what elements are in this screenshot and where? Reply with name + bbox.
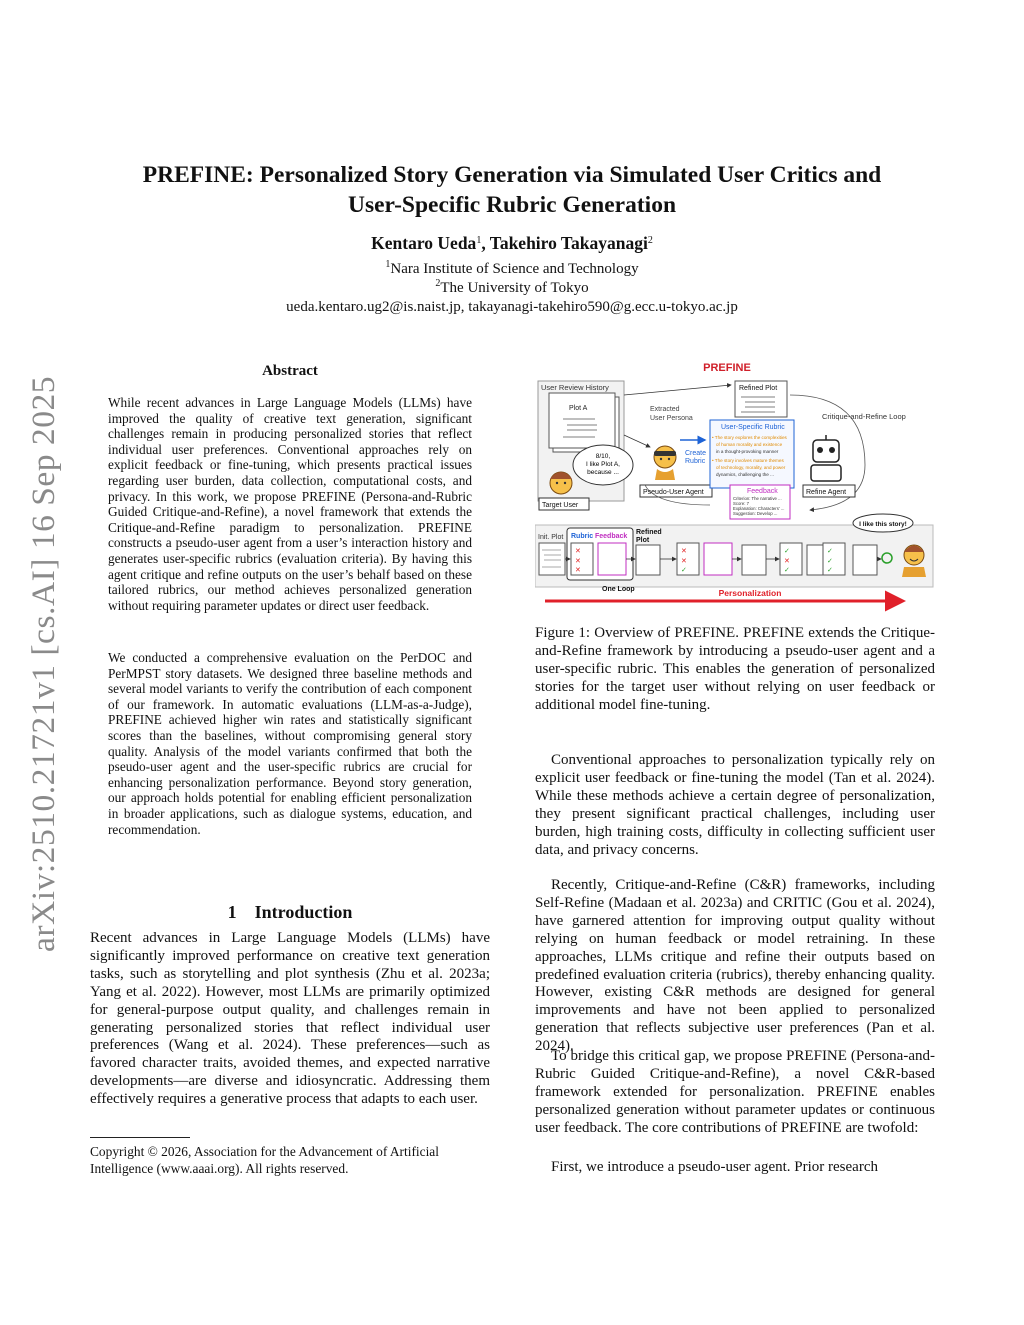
pseudo-user-agent-icon bbox=[654, 446, 676, 480]
figure-1-overview bbox=[535, 355, 935, 615]
figure-1-caption: Figure 1: Overview of PREFINE. PREFINE extends the Critique-and-Refine framework by introducing a pseudo-user agent and a user-specific rubric. This enables the generation of personalized stories for the target user without relying on user feedback or additional model fine-tuning. bbox=[535, 625, 935, 713]
target-user-icon bbox=[550, 472, 572, 494]
svg-text:✕: ✕ bbox=[575, 567, 581, 574]
paper-title: PREFINE: Personalized Story Generation via Simulated User Critics and User-Specific Rubric Generation bbox=[142, 162, 882, 218]
feedback-word: Feedback bbox=[595, 533, 628, 540]
iteration-cards bbox=[571, 543, 892, 575]
personalization-label: Personalization bbox=[718, 588, 782, 598]
create-rubric-1: Create bbox=[685, 450, 707, 457]
intro-paragraph-1: Recent advances in Large Language Models (LLMs) have significantly improved performance on creative text generation tasks, such as storytelling and plot synthesis (Zhu et al. 2023a; Yang et al. 2022). However, most LLMs are primarily optimized for general-purpose output quality, and challenges remain in generating personalized stories that reflect individual user preferences (Wang et al. 2024). These preferences—such as favored character traits, avoided themes, and expected narrative developments—are diverse and idiosyncratic. Addressing them effectively requires a generative process that adapts to each user. bbox=[90, 930, 490, 1108]
init-plot-label: Init. Plot bbox=[538, 534, 564, 541]
happy-bubble-text: I like this story! bbox=[859, 521, 907, 528]
feedback-line-1: Criterion: The narrative ... bbox=[733, 496, 782, 501]
rubric-word: Rubric bbox=[571, 533, 594, 540]
abstract-paragraph-2: We conducted a comprehensive evaluation on the PerDOC and PerMPST story datasets. We designed three baseline methods and several model variants to verify the contribution of each component of our framework. In automatic evaluations (LLM-as-a-Judge), PREFINE achieved higher win rates and statistically significant scores than the baselines, without compromising general story quality. Analysis of the model variants confirmed that both the pseudo-user agent and the user-specific rubrics are crucial for enhancing personalization performance. Beyond story generation, our approach holds potential for enabling efficient personalization in broader applications, such as dialogue systems, education, and recommendation. bbox=[108, 650, 472, 837]
plot-a-label: Plot A bbox=[569, 405, 588, 412]
rubric-line-6: dynamics, challenging the ... bbox=[716, 472, 774, 477]
svg-text:✕: ✕ bbox=[575, 548, 581, 555]
svg-text:✓: ✓ bbox=[784, 567, 790, 574]
affiliation-1: $^1$Nara Institute of Science and Technology bbox=[385, 259, 639, 277]
author-emails: ueda.kentaro.ug2@is.naist.jp, takayanagi-takehiro590@g.ecc.u-tokyo.ac.jp bbox=[286, 299, 738, 315]
svg-text:✕: ✕ bbox=[784, 558, 790, 565]
prefine-label: PREFINE bbox=[703, 362, 751, 374]
feedback-title: Feedback bbox=[747, 488, 778, 495]
abstract-paragraph-1: While recent advances in Large Language Models (LLMs) have improved the quality of creative text generation, significant challenges remain in producing personalized stories that reflect individual user preferences. Conventional approaches rely on explicit feedback or fine-tuning, which presents practical issues regarding user burden, data collection, computational costs, and privacy. In this work, we propose PREFINE (Persona-and-Rubric Guided Critique-and-Refine), a novel framework that extends the Critique-and-Refine paradigm to personalization. PREFINE constructs a pseudo-user agent from a user’s interaction history and generates user-specific rubrics (evaluation criteria). By having this agent critique and refine outputs on the user’s behalf based on these tailored rubrics, our method achieves personalized generation without requiring parameter updates or direct user feedback. bbox=[108, 395, 472, 613]
section-heading-introduction: 1 Introduction bbox=[227, 902, 353, 922]
svg-text:✓: ✓ bbox=[827, 567, 833, 574]
refine-agent-icon bbox=[811, 435, 841, 481]
rubric-line-1: • The story explores the complexities bbox=[712, 435, 787, 440]
svg-text:✕: ✕ bbox=[575, 558, 581, 565]
footnote-rule bbox=[90, 1137, 190, 1138]
right-paragraph-2: Recently, Critique-and-Refine (C&R) frameworks, including Self-Refine (Madaan et al. 2023a) and CRITIC (Gou et al. 2024), have garnered attention for improving output quality without relying on human feedback or model retraining. In these approaches, LLMs critique and refine their outputs based on predefined evaluation criteria (rubrics), thereby enhancing quality. However, existing C&R methods are designed for general improvements and have not been applied to personalized generation that reflects subjective user preferences (Pan et al. 2024). bbox=[535, 877, 935, 1055]
one-loop-label: One Loop bbox=[602, 586, 635, 593]
svg-text:✕: ✕ bbox=[681, 558, 687, 565]
feedback-line-2: Score: 7 bbox=[733, 501, 750, 506]
abstract-heading: Abstract bbox=[262, 363, 318, 379]
svg-text:✕: ✕ bbox=[681, 548, 687, 555]
extracted-label-1: Extracted bbox=[650, 406, 680, 413]
feedback-line-3: Explanation: Characters' ... bbox=[733, 506, 785, 511]
rubric-line-4: • The story involves mature themes bbox=[712, 458, 784, 463]
happy-user-icon bbox=[902, 545, 926, 577]
extracted-label-2: User Persona bbox=[650, 415, 693, 422]
rubric-line-3: in a thought-provoking manner bbox=[716, 449, 779, 454]
rubric-line-2: of human morality and existence bbox=[716, 442, 783, 447]
refine-agent-label: Refine Agent bbox=[806, 489, 847, 496]
arxiv-watermark bbox=[14, 374, 66, 954]
review-history-title: User Review History bbox=[541, 383, 609, 392]
svg-text:✓: ✓ bbox=[784, 548, 790, 555]
pseudo-user-agent-label: Pseudo-User Agent bbox=[643, 489, 704, 496]
rubric-title: User-Specific Rubric bbox=[721, 424, 785, 431]
bubble-text-2: I like Plot A, bbox=[586, 461, 620, 468]
author-list: Kentaro Ueda$^1$, Takehiro Takayanagi$^2$ bbox=[371, 233, 653, 253]
right-paragraph-1: Conventional approaches to personalization typically rely on explicit user feedback or fine-tuning the model (Tan et al. 2024). While these methods achieve a certain degree of personalization, they present significant practical challenges, including user burden, high training costs, difficulty in collecting sufficient user data, and privacy concerns. bbox=[535, 752, 935, 858]
copyright-footnote: Copyright © 2026, Association for the Advancement of Artificial Intelligence (www.aaai.org). All rights reserved. bbox=[90, 1144, 439, 1176]
bubble-text-1: 8/10, bbox=[595, 453, 611, 460]
refined-plot-2a: Refined bbox=[636, 529, 662, 536]
arxiv-id: arXiv:2510.21721v1 [cs.AI] 16 Sep 2025 bbox=[26, 384, 62, 952]
create-rubric-2: Rubric bbox=[685, 458, 706, 465]
right-paragraph-3: To bridge this critical gap, we propose PREFINE (Persona-and-Rubric Guided Critique-and-Refine), a novel C&R-based framework extended for personalization. PREFINE enables personalized generation without parameter updates or continuous user feedback. The core contributions of PREFINE are twofold: bbox=[535, 1048, 935, 1136]
affiliation-2: $^2$The University of Tokyo bbox=[435, 278, 589, 296]
bubble-text-3: because ... bbox=[587, 469, 619, 476]
svg-text:✓: ✓ bbox=[827, 558, 833, 565]
right-paragraph-4: First, we introduce a pseudo-user agent. Prior research bbox=[551, 1159, 878, 1175]
refined-plot-2b: Plot bbox=[636, 537, 650, 544]
svg-text:✓: ✓ bbox=[827, 548, 833, 555]
feedback-line-4: Suggestion: Develop ... bbox=[733, 511, 778, 516]
svg-text:✓: ✓ bbox=[681, 567, 687, 574]
target-user-label: Target User bbox=[542, 502, 579, 509]
refined-plot-label: Refined Plot bbox=[739, 385, 778, 392]
rubric-line-5: of technology, morality, and power bbox=[716, 465, 786, 470]
critique-loop-label: Critique-and-Refine Loop bbox=[822, 412, 906, 421]
